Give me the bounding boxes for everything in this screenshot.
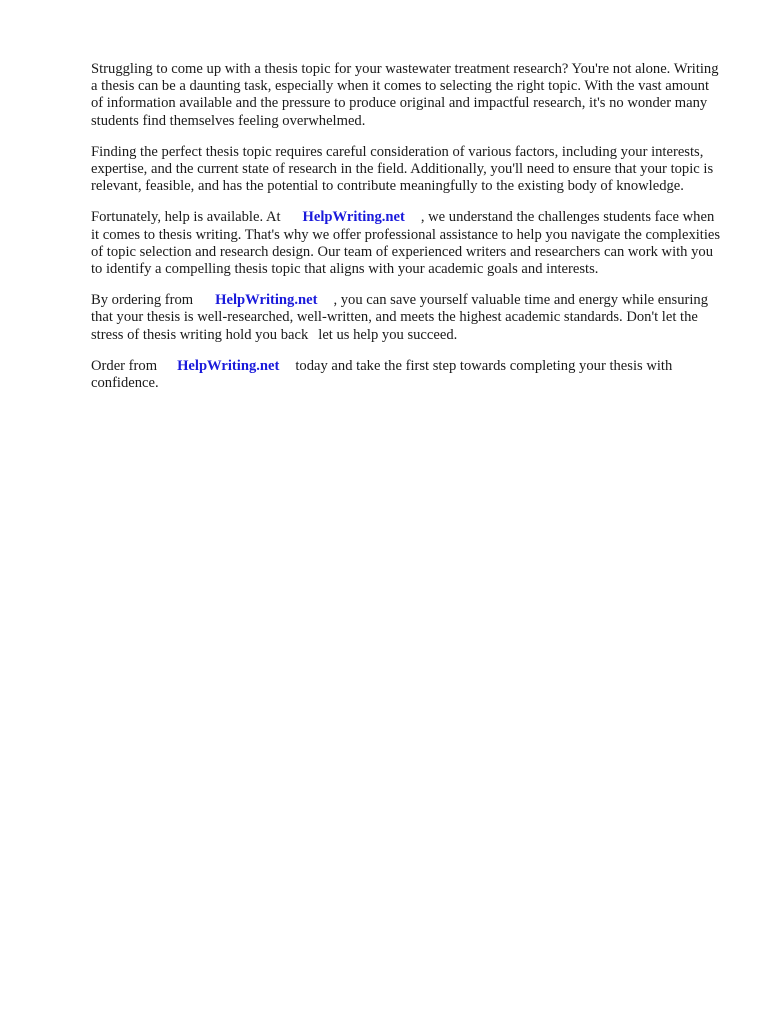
paragraph-order [91,358,723,392]
paragraph-ordering-text-before: By ordering from [91,292,194,309]
paragraph-ordering-text-after: , you can save yourself valuable time and energy while ensuring that your thesis is well-researched, well-written, and meets the highest academic standards. Don't let the stress of thesis writing hold you back [91,292,709,343]
paragraph-help [91,209,723,278]
paragraph-ordering-text-end: let us help you succeed. [318,326,458,343]
paragraph-help-text-before: Fortunately, help is available. At [91,209,281,226]
paragraph-topic [91,144,723,196]
paragraph-order-text-before: Order from [91,357,158,374]
helpwriting-link-3[interactable]: HelpWriting.net [177,357,280,374]
helpwriting-link-1[interactable]: HelpWriting.net [302,209,405,226]
paragraph-help-text-after: , we understand the challenges students face when it comes to thesis writing. That's why we offer professional assistance to help you navigate the complexities of topic selection and research design. Our team of experienced writers and researchers can work with you to identify a compelling thesis topic that aligns with your academic goals and interests. [91,209,721,278]
paragraph-ordering [91,292,723,344]
document-body [91,61,723,406]
helpwriting-link-2[interactable]: HelpWriting.net [215,292,318,309]
paragraph-intro [91,61,723,130]
paragraph-order-text-after: today and take the first step towards completing your thesis with confidence. [91,357,673,392]
paragraph-intro-text: Struggling to come up with a thesis topic for your wastewater treatment research? You're not alone. Writing a thesis can be a daunting task, especially when it comes to selecting the right topic. With the vast amount of information available and the pressure to produce original and impactful research, it's no wonder many students find themselves feeling overwhelmed. [91,61,719,129]
paragraph-topic-text: Finding the perfect thesis topic requires careful consideration of various factors, including your interests, expertise, and the current state of research in the field. Additionally, you'll need to ensure that your topic is relevant, feasible, and has the potential to contribute meaningfully to the existing body of knowledge. [91,143,714,195]
